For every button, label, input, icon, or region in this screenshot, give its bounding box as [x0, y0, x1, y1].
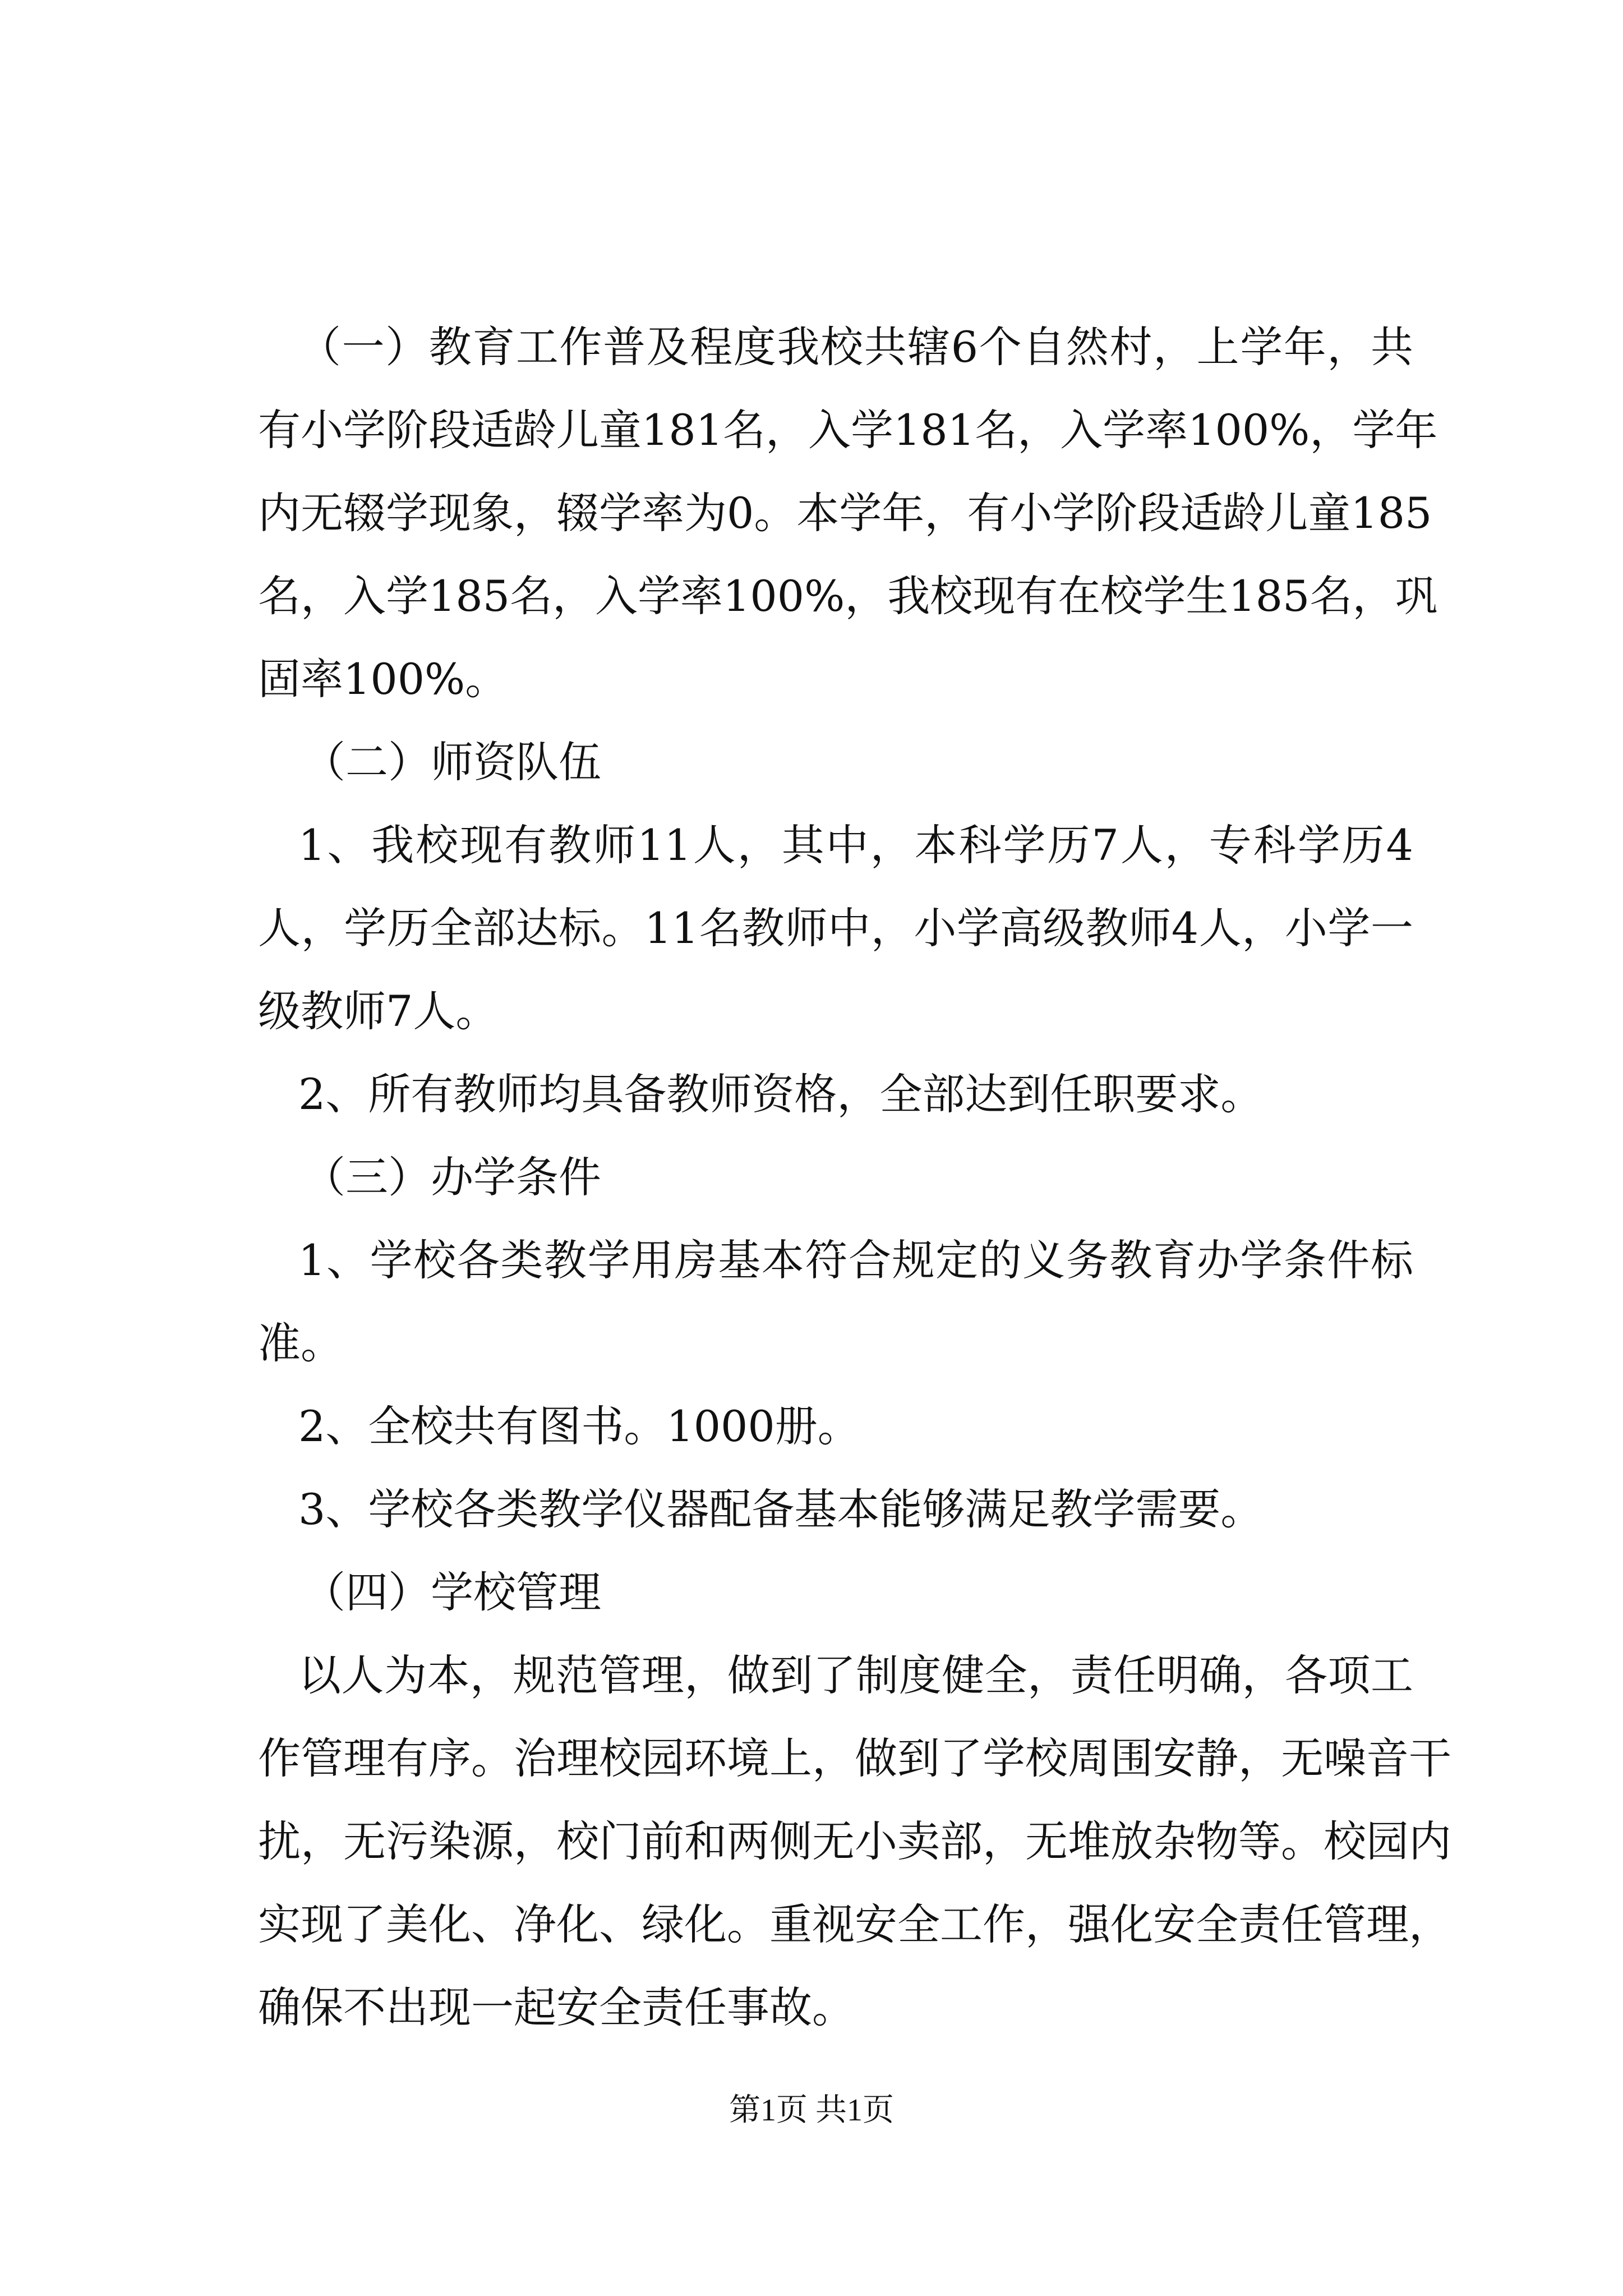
text-line: 3、学校各类教学仪器配备基本能够满足教学需要。 — [298, 1484, 1264, 1534]
text-line: 固率100%。 — [258, 654, 508, 704]
text-line: 名，入学185名，入学率100%，我校现有在校学生185名，巩 — [258, 571, 1438, 621]
text-line: 2、所有教师均具备教师资格，全部达到任职要求。 — [298, 1069, 1264, 1119]
section-heading: （三）办学条件 — [303, 1152, 601, 1202]
text-line: 作管理有序。治理校园环境上，做到了学校周围安静，无噪音干 — [258, 1733, 1451, 1783]
text-line: （一）教育工作普及程度我校共辖6个自然村，上学年，共 — [298, 322, 1413, 372]
page-number-label: 第1页 共1页 — [729, 2093, 894, 2128]
text-line: 以人为本，规范管理，做到了制度健全，责任明确，各项工 — [298, 1650, 1413, 1700]
document-body — [258, 306, 1451, 2049]
section-heading: （二）师资队伍 — [303, 737, 601, 787]
text-line: 1、学校各类教学用房基本符合规定的义务教育办学条件标 — [298, 1235, 1413, 1285]
text-line: 2、全校共有图书。1000册。 — [298, 1401, 860, 1451]
text-line: 级教师7人。 — [258, 986, 499, 1036]
text-line: 确保不出现一起安全责任事故。 — [258, 1982, 855, 2032]
text-line: 人，学历全部达标。11名教师中，小学高级教师4人，小学一 — [258, 903, 1413, 953]
text-line: 1、我校现有教师11人，其中，本科学历7人，专科学历4 — [298, 820, 1413, 870]
text-line: 内无辍学现象，辍学率为0。本学年，有小学阶段适龄儿童185 — [258, 488, 1432, 538]
text-line: 有小学阶段适龄儿童181名，入学181名，入学率100%，学年 — [258, 405, 1438, 455]
text-line: 实现了美化、净化、绿化。重视安全工作，强化安全责任管理， — [258, 1899, 1451, 1949]
section-heading: （四）学校管理 — [303, 1567, 601, 1617]
page-footer — [0, 2091, 1623, 2130]
text-line: 准。 — [258, 1318, 343, 1368]
text-line: 扰，无污染源，校门前和两侧无小卖部，无堆放杂物等。校园内 — [258, 1816, 1451, 1866]
